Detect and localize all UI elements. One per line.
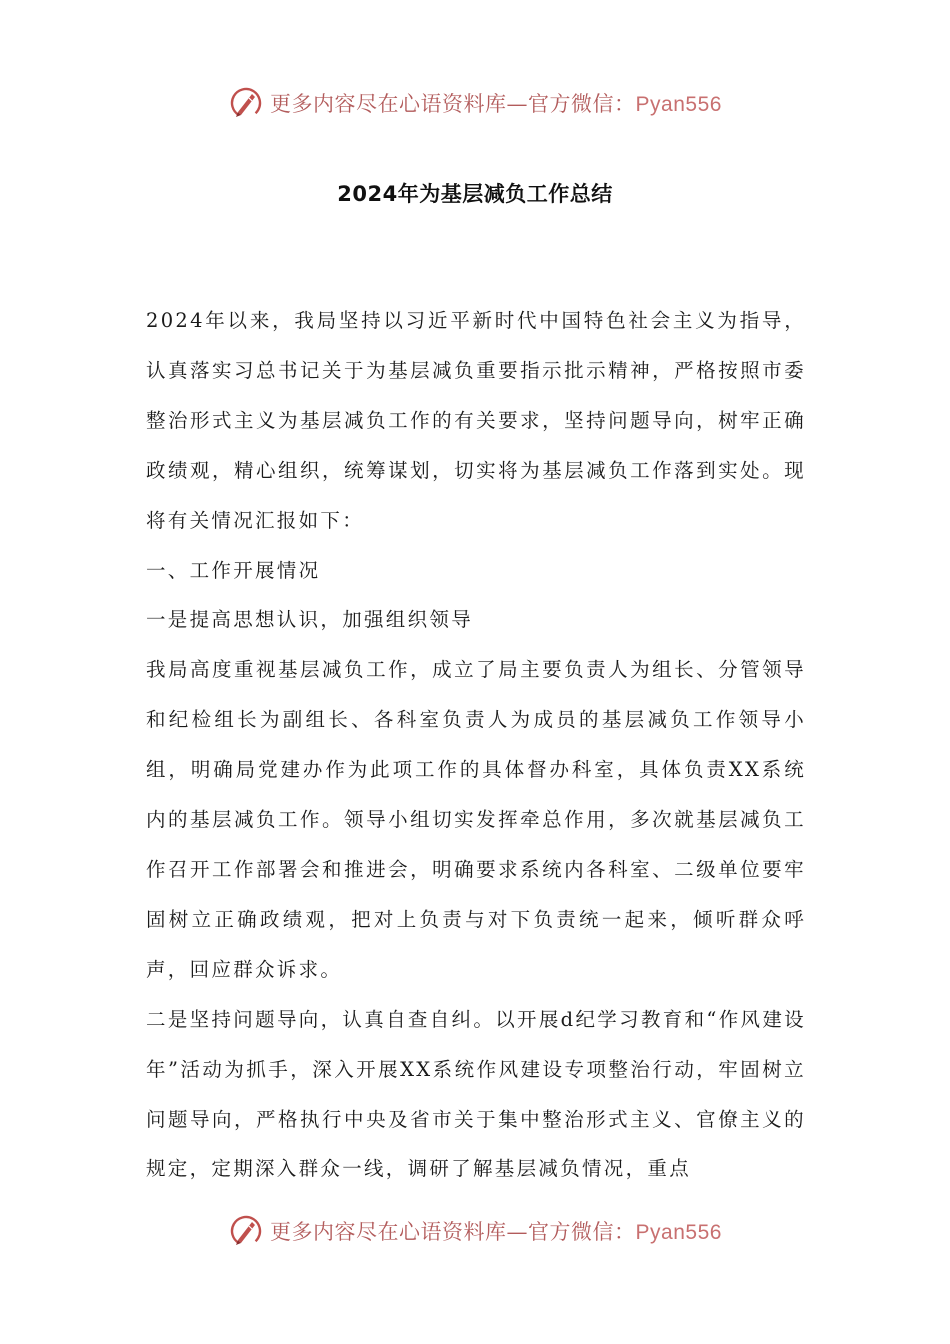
watermark-banner-bottom xyxy=(0,1211,950,1251)
paragraph-organization: 我局高度重视基层减负工作，成立了局主要负责人为组长、分管领导和纪检组长为副组长、各科室负责人为成员的基层减负工作领导小组，明确局党建办作为此项工作的具体督办科室，具体负责XX系统内的基层减负工作。领导小组切实发挥牵总作用，多次就基层减负工作召开工作部署会和推进会，明确要求系统内各科室、二级单位要牢固树立正确政绩观，把对上负责与对下负责统一起来，倾听群众呼声，回应群众诉求。 xyxy=(146,658,806,981)
watermark-banner-top xyxy=(0,83,950,123)
pen-logo-icon xyxy=(228,1213,264,1249)
section-heading: 一、工作开展情况 xyxy=(146,558,321,582)
subsection-heading: 一是提高思想认识，加强组织领导 xyxy=(146,608,474,632)
document-body xyxy=(146,296,806,1194)
paragraph-problem-orientation: 二是坚持问题导向，认真自查自纠。以开展d纪学习教育和“作风建设年”活动为抓手，深入开展XX系统作风建设专项整治行动，牢固树立问题导向，严格执行中央及省市关于集中整治形式主义、官僚主义的规定，定期深入群众一线，调研了解基层减负情况，重点 xyxy=(146,1007,806,1181)
watermark-text: 更多内容尽在心语资料库—官方微信：Pyan556 xyxy=(270,92,722,116)
pen-logo-icon xyxy=(228,85,264,121)
paragraph-intro: 2024年以来，我局坚持以习近平新时代中国特色社会主义为指导，认真落实习总书记关于为基层减负重要指示批示精神，严格按照市委整治形式主义为基层减负工作的有关要求，坚持问题导向，树牢正确政绩观，精心组织，统筹谋划，切实将为基层减负工作落到实处。现将有关情况汇报如下： xyxy=(146,309,806,532)
watermark-text: 更多内容尽在心语资料库—官方微信：Pyan556 xyxy=(270,1220,722,1244)
document-title: 2024年为基层减负工作总结 xyxy=(337,182,613,206)
